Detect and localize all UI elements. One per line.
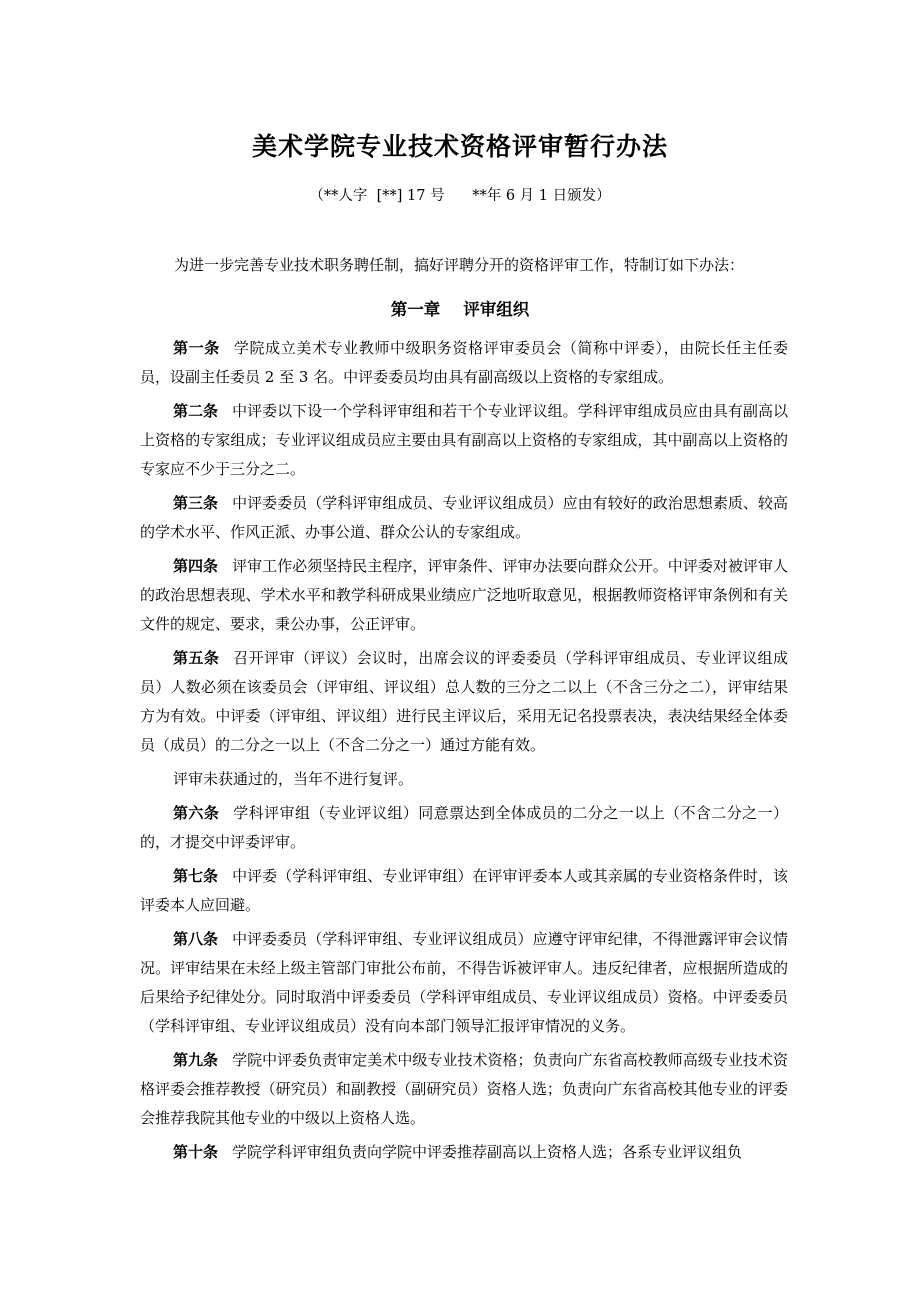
article-text: 中评委以下设一个学科评审组和若干个专业评议组。学科评审组成员应由具有副高以上资格的专家组成；专业评议组成员应主要由具有副高以上资格的专家组成，其中副高以上资格的专家应不少于三分之二。	[140, 402, 788, 478]
article-label: 第九条	[173, 1051, 219, 1069]
article-text: 学院学科评审组负责向学院中评委推荐副高以上资格人选；各系专业评议组负	[232, 1143, 743, 1161]
article-label: 第十条	[173, 1143, 219, 1161]
article-text: 评审工作必须坚持民主程序，评审条件、评审办法要向群众公开。中评委对被评审人的政治思想表现、学术水平和教学科研成果业绩应广泛地听取意见，根据教师资格评审条例和有关文件的规定、要求，秉公办事，公正评审。	[140, 557, 788, 633]
article-label: 第六条	[173, 804, 220, 822]
article-text: 中评委（学科评审组、专业评审组）在评审评委本人或其亲属的专业资格条件时，该评委本人应回避。	[140, 867, 788, 914]
article-9	[140, 1046, 788, 1133]
article-4	[140, 552, 788, 639]
document-title: 美术学院专业技术资格评审暂行办法	[251, 132, 668, 161]
article-text: 学院中评委负责审定美术中级专业技术资格；负责向广东省高校教师高级专业技术资格评委会推荐教授（研究员）和副教授（副研究员）资格人选；负责向广东省高校其他专业的评委会推荐我院其他专业的中级以上资格人选。	[140, 1051, 788, 1127]
article-label: 第三条	[173, 494, 219, 512]
article-text: 学院成立美术专业教师中级职务资格评审委员会（简称中评委），由院长任主任委员，设副主任委员 2 至 3 名。中评委委员均由具有副高级以上资格的专家组成。	[140, 339, 788, 386]
article-1	[140, 334, 788, 392]
article-text: 评审未获通过的，当年不进行复评。	[173, 770, 414, 788]
article-5-note	[140, 765, 788, 794]
article-label: 第五条	[173, 649, 220, 667]
article-text: 学科评审组（专业评议组）同意票达到全体成员的二分之一以上（不含二分之一）的，才提交中评委评审。	[140, 804, 788, 851]
article-text: 中评委委员（学科评审组成员、专业评议组成员）应由有较好的政治思想素质、较高的学术水平、作风正派、办事公道、群众公认的专家组成。	[140, 494, 788, 541]
article-2	[140, 397, 788, 484]
intro-paragraph: 为进一步完善专业技术职务聘任制，搞好评聘分开的资格评审工作，特制订如下办法：	[174, 256, 745, 274]
article-8	[140, 925, 788, 1041]
article-10	[140, 1138, 788, 1167]
article-6	[140, 799, 788, 857]
article-5	[140, 644, 788, 760]
article-label: 第八条	[173, 930, 219, 948]
article-text: 召开评审（评议）会议时，出席会议的评委委员（学科评审组成员、专业评议组成员）人数必须在该委员会（评审组、评议组）总人数的三分之二以上（不含三分之二），评审结果方为有效。中评委（评审组、评议组）进行民主评议后，采用无记名投票表决，表决结果经全体委员（成员）的二分之一以上（不含二分之一）通过方能有效。	[140, 649, 788, 754]
chapter-heading: 第一章 评审组织	[390, 300, 530, 319]
article-text: 中评委委员（学科评审组、专业评议组成员）应遵守评审纪律，不得泄露评审会议情况。评审结果在未经上级主管部门审批公布前，不得告诉被评审人。违反纪律者，应根据所造成的后果给予纪律处分。同时取消中评委委员（学科评审组成员、专业评议组成员）资格。中评委委员（学科评审组、专业评议组成员）没有向本部门领导汇报评审情况的义务。	[140, 930, 788, 1035]
article-label: 第四条	[173, 557, 219, 575]
article-3	[140, 489, 788, 547]
document-issue-info: （**人字 [**] 17 号 **年 6 月 1 日颁发）	[309, 188, 611, 204]
article-list	[140, 334, 788, 1172]
article-label: 第七条	[173, 867, 219, 885]
article-label: 第二条	[173, 402, 219, 420]
article-7	[140, 862, 788, 920]
article-label: 第一条	[173, 339, 220, 357]
